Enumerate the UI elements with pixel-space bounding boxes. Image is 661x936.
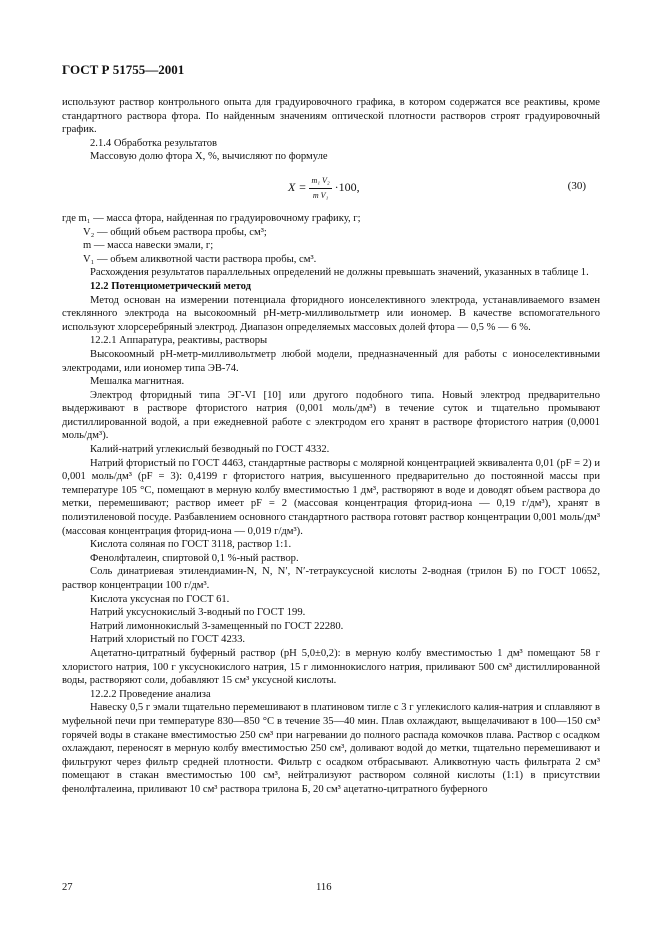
section-heading-12-2-1: 12.2.1 Аппаратура, реактивы, растворы — [90, 335, 268, 347]
standard-header: ГОСТ Р 51755—2001 — [62, 62, 185, 77]
paragraph: Электрод фторидный типа ЭГ-VI [10] или другого подобного типа. Новый электрод предварительно выдерживают в растворе фтористого натрия (0,001 моль/дм³) в течение суток и тщательно промывают дистиллированной водой, а при ежедневной работе с электродом его хранят в растворе фтористого натрия (0,0001 моль/дм³). — [62, 389, 600, 442]
formula-fraction — [309, 174, 331, 202]
paragraph: Кислота уксусная по ГОСТ 61. — [90, 593, 230, 605]
section-heading-12-2-2: 12.2.2 Проведение анализа — [90, 688, 211, 700]
formula-number: (30) — [567, 179, 586, 192]
formula-numerator: m₁ V₂ — [309, 174, 331, 189]
paragraph: Натрий уксуснокислый 3-водный по ГОСТ 199. — [90, 607, 306, 619]
paragraph: Массовую долю фтора X, %, вычисляют по формуле — [90, 151, 328, 163]
paragraph: Фенолфталеин, спиртовой 0,1 %-ный раствор. — [90, 552, 299, 564]
formula-denominator: m V₁ — [312, 190, 329, 200]
page-number-center: 116 — [316, 882, 332, 893]
paragraph: Натрий фтористый по ГОСТ 4463, стандартные растворы с молярной концентрацией эквивалента 0,01 (pF = 2) и 0,001 моль/дм³ (pF = 3): 0,4199 г фтористого натрия, высушенного предварительно до постоянной массы при температуре 105 °С, помещают в мерную колбу вместимостью 1 дм³, растворяют в воде и доводят объем раствора до метки, перемешивают; раствор имеет pF = 2 (массовая концентрация фторид-иона — 0,19 г/дм³), хранят в полиэтиленовой посуде. Разбавлением основного стандартного раствора готовят раствор концентрации 0,001 моль/дм³ (массовая концентрация фторид-иона — 0,019 г/дм³). — [62, 457, 600, 537]
paragraph: Ацетатно-цитратный буферный раствор (pH 5,0±0,2): в мерную колбу вместимостью 1 дм³ помещают 58 г хлористого натрия, 100 г уксуснокислого натрия, 15 г лимоннокислого натрия, приливают 500 см³ дистиллированной воды, растворяют соли, добавляют 15 см³ уксусной кислоты. — [62, 647, 600, 687]
section-heading-2-1-4: 2.1.4 Обработка результатов — [90, 137, 217, 149]
paragraph: Кислота соляная по ГОСТ 3118, раствор 1:1. — [90, 539, 292, 551]
paragraph: Навеску 0,5 г эмали тщательно перемешивают в платиновом тигле с 3 г углекислого калия-натрия и сплавляют в муфельной печи при температуре 830—850 °С в течение 35—40 мин. Плав охлаждают, выщелачивают в 100—150 см³ горячей воды в стакане вместимостью 250 см³ при нагревании до полного распада комочков плава. Раствор с осадком охлаждают, переносят в мерную колбу вместимостью 250 см³, доливают водой до метки, тщательно перемешивают и фильтруют через фильтр средней плотности. Фильтр с осадком отбрасывают. Аликвотную часть фильтрата 2 см³ помещают в стакан вместимостью 100 см³, нейтрализуют раствором соляной кислоты (1:1) в присутствии фенолфталеина, приливают 10 см³ раствора трилона Б, 20 см³ ацетатно-цитратного буферного — [62, 702, 600, 795]
paragraph: Соль динатриевая этилендиамин-N, N, N′, N′-тетрауксусной кислоты 2-водная (трилон Б) по ГОСТ 10652, раствор концентрации 100 г/дм³. — [62, 566, 600, 591]
paragraph: используют раствор контрольного опыта для градуировочного графика, в котором содержатся все реактивы, кроме стандартного раствора фтора. По найденным значениям оптической плотности растворов строят градуировочный график. — [62, 97, 600, 136]
paragraph: Натрий хлористый по ГОСТ 4233. — [90, 634, 246, 646]
where-definition: V₂ — общий объем раствора пробы, см³; — [83, 226, 267, 238]
formula-lhs: X = — [288, 180, 307, 195]
paragraph: Высокоомный pH-метр-милливольтметр любой модели, предназначенный для работы с ионоселективными электродами, или иономер типа ЭВ-74. — [62, 348, 600, 374]
page-number-left: 27 — [62, 882, 73, 893]
paragraph: Мешалка магнитная. — [90, 376, 185, 388]
paragraph: Калий-натрий углекислый безводный по ГОСТ 4332. — [90, 444, 330, 456]
where-definition: m — масса навески эмали, г; — [83, 240, 214, 252]
where-definition: V₁ — объем аликвотной части раствора пробы, см³. — [83, 253, 317, 265]
formula-factor: ·100, — [334, 180, 360, 195]
document-body — [62, 96, 600, 797]
paragraph: Расхождения результатов параллельных определений не должны превышать значений, указанных в таблице 1. — [90, 267, 589, 279]
paragraph: Метод основан на измерении потенциала фторидного ионселективного электрода, устанавливаемого взамен стеклянного электрода на высокоомный pH-метр-милливольтметр или иономер. В качестве вспомогательного используют хлорсеребряный электрод. Диапазон определяемых массовых долей фтора — 0,5 % — 6 %. — [62, 294, 600, 333]
formula-30 — [62, 166, 600, 210]
paragraph: Натрий лимоннокислый 3-замещенный по ГОСТ 22280. — [90, 620, 344, 632]
section-heading-12-2: 12.2 Потенциометрический метод — [90, 280, 251, 292]
where-definition: где m₁ — масса фтора, найденная по градуировочному графику, г; — [62, 212, 361, 224]
